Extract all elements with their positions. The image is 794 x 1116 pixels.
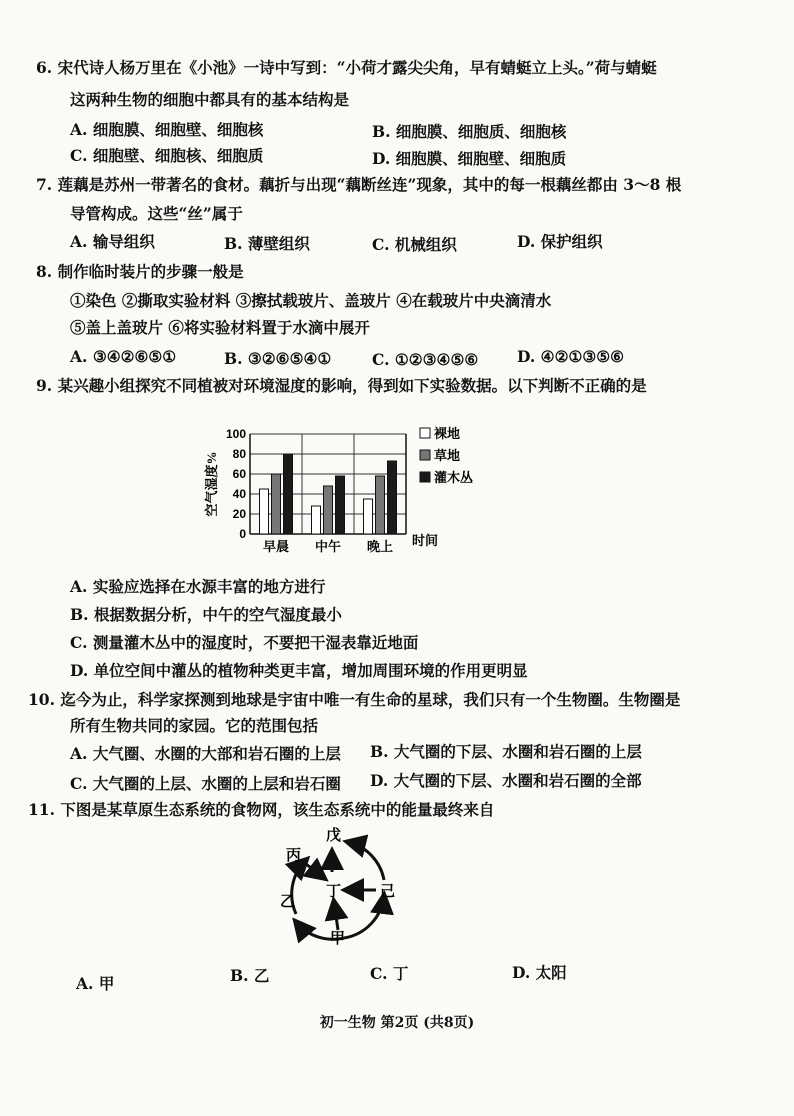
node-bing: 丙	[286, 848, 302, 864]
bar-草地-早晨	[272, 474, 281, 534]
legend-swatch	[420, 472, 430, 482]
bar-裸地-晚上	[364, 499, 373, 534]
bar-裸地-中午	[312, 506, 321, 534]
q7-option-a: A. 输导组织	[70, 232, 155, 251]
y-axis-label: 空气湿度%	[204, 451, 219, 517]
y-tick-label: 60	[232, 467, 246, 481]
y-tick-label: 0	[239, 527, 246, 541]
q9-option-c: C. 测量灌木丛中的湿度时，不要把干湿表靠近地面	[70, 633, 419, 652]
q11-option-a: A. 甲	[76, 974, 115, 993]
legend-label: 草地	[434, 448, 461, 463]
q10-option-a: A. 大气圈、水圈的大部和岩石圈的上层	[70, 744, 341, 763]
q10-option-d: D. 大气圈的下层、水圈和岩石圈的全部	[370, 771, 642, 790]
legend-label: 灌木丛	[434, 470, 474, 485]
q8-option-c: C. ①②③④⑤⑥	[372, 350, 479, 369]
x-tick-label: 早晨	[262, 539, 290, 554]
bar-灌木丛-中午	[336, 476, 345, 534]
x-tick-label: 中午	[314, 539, 342, 554]
q7-option-d: D. 保护组织	[517, 232, 603, 251]
q8-steps-line1: ①染色 ②撕取实验材料 ③擦拭载玻片、盖玻片 ④在载玻片中央滴清水	[70, 291, 552, 310]
legend-label: 裸地	[434, 426, 461, 441]
food-web-diagram	[268, 826, 408, 946]
y-tick-label: 40	[232, 487, 246, 501]
node-ding: 丁	[326, 884, 342, 900]
q9-stem: 9. 某兴趣小组探究不同植被对环境湿度的影响，得到如下实验数据。以下判断不正确的是	[36, 376, 647, 395]
q10-stem-line1: 10. 迄今为止，科学家探测到地球是宇宙中唯一有生命的星球，我们只有一个生物圈。生物圈是	[28, 690, 681, 709]
q10-option-c: C. 大气圈的上层、水圈的上层和岩石圈	[70, 774, 341, 793]
y-tick-label: 100	[225, 427, 246, 441]
q6-option-d: D. 细胞膜、细胞壁、细胞质	[372, 149, 567, 168]
arrow-jia-to-ding	[334, 902, 338, 930]
page-footer: 初一生物 第2页 (共8页)	[319, 1015, 475, 1031]
q8-option-a: A. ③④②⑥⑤①	[70, 347, 177, 366]
q11-stem: 11. 下图是某草原生态系统的食物网，该生态系统中的能量最终来自	[28, 800, 495, 819]
legend-swatch	[420, 450, 430, 460]
q11-option-c: C. 丁	[370, 964, 409, 983]
q9-option-d: D. 单位空间中灌丛的植物种类更丰富，增加周围环境的作用更明显	[70, 661, 528, 680]
q9-option-b: B. 根据数据分析，中午的空气湿度最小	[70, 605, 342, 624]
q6-option-a: A. 细胞膜、细胞壁、细胞核	[70, 120, 264, 139]
q8-stem-line1: 8. 制作临时装片的步骤一般是	[36, 262, 244, 281]
node-ji: 己	[380, 884, 396, 900]
y-tick-label: 20	[232, 507, 246, 521]
q9-option-a: A. 实验应选择在水源丰富的地方进行	[70, 577, 326, 596]
bar-草地-晚上	[376, 476, 385, 534]
legend-swatch	[420, 428, 430, 438]
q8-steps-line2: ⑤盖上盖玻片 ⑥将实验材料置于水滴中展开	[70, 318, 370, 337]
bar-灌木丛-早晨	[284, 454, 293, 534]
bar-灌木丛-晚上	[388, 461, 397, 534]
bar-裸地-早晨	[260, 489, 269, 534]
bar-草地-中午	[324, 486, 333, 534]
q7-stem-line2: 导管构成。这些“丝”属于	[70, 204, 243, 223]
arrow-jia-to-ji	[344, 896, 384, 938]
q7-option-b: B. 薄壁组织	[224, 234, 310, 253]
humidity-bar-chart	[198, 418, 474, 578]
y-tick-label: 80	[232, 447, 246, 461]
q10-option-b: B. 大气圈的下层、水圈和岩石圈的上层	[370, 742, 642, 761]
q8-option-b: B. ③②⑥⑤④①	[224, 349, 332, 368]
q6-stem-line1: 6. 宋代诗人杨万里在《小池》一诗中写到：“小荷才露尖尖角，早有蜻蜓立上头。”荷与蜻蜓	[36, 58, 657, 77]
arrow-bing-to-ding	[306, 864, 324, 878]
x-tick-label: 晚上	[366, 539, 394, 554]
arrow-ji-to-wu	[348, 842, 384, 880]
x-axis-label: 时间	[412, 533, 439, 548]
q6-stem-line2: 这两种生物的细胞中都具有的基本结构是	[70, 90, 350, 109]
q6-option-b: B. 细胞膜、细胞质、细胞核	[372, 122, 567, 141]
node-jia: 甲	[330, 931, 346, 947]
q11-option-b: B. 乙	[230, 966, 270, 985]
q7-option-c: C. 机械组织	[372, 235, 457, 254]
q11-option-d: D. 太阳	[512, 963, 567, 982]
node-yi: 乙	[280, 894, 296, 910]
q8-option-d: D. ④②①③⑤⑥	[517, 347, 625, 366]
q7-stem-line1: 7. 莲藕是苏州一带著名的食材。藕折与出现“藕断丝连”现象，其中的每一根藕丝都由 3～8 根	[36, 175, 682, 194]
node-wu: 戊	[326, 828, 342, 844]
q10-stem-line2: 所有生物共同的家园。它的范围包括	[70, 716, 319, 735]
q6-option-c: C. 细胞壁、细胞核、细胞质	[70, 146, 264, 165]
